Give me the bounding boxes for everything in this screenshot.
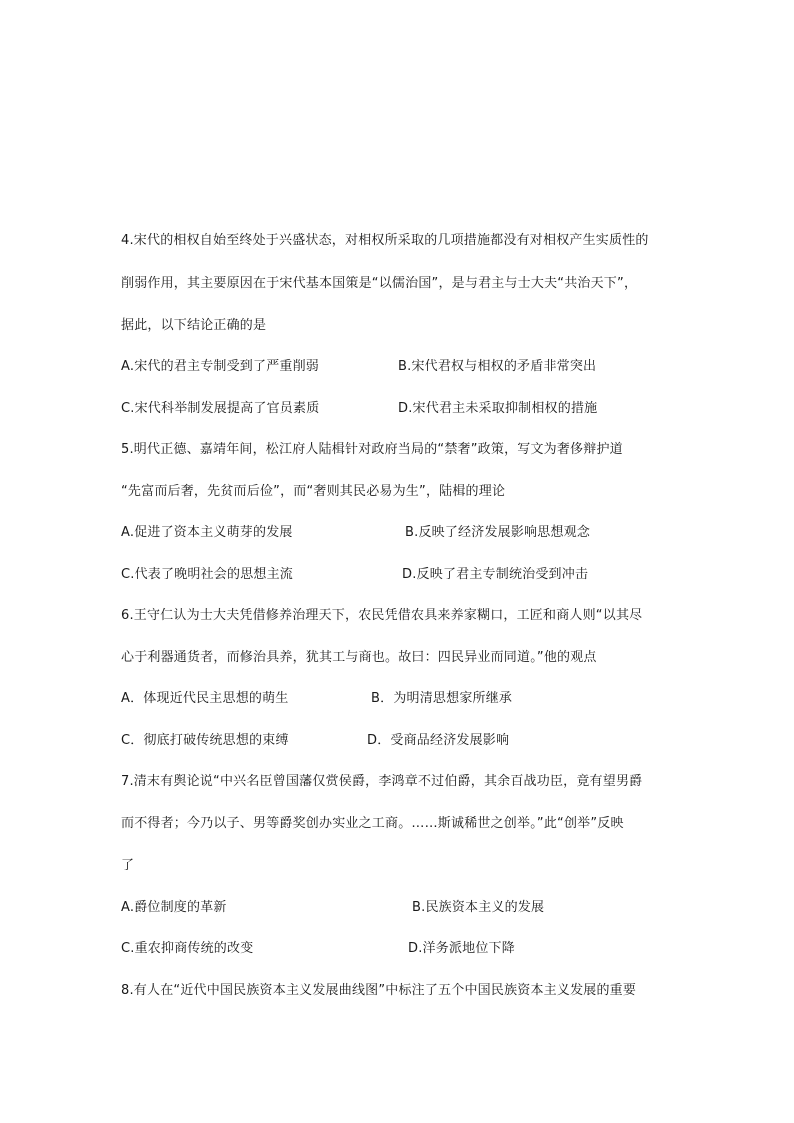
- q4-stem-line-2: 削弱作用，其主要原因在于宋代基本国策是“以儒治国”，是与君主与士大夫“共治天下”，: [121, 276, 638, 291]
- q5-option-b: B.反映了经济发展影响思想观念: [405, 525, 591, 540]
- q6-stem-line-1: 6.王守仁认为士大夫凭借修养治理天下，农民凭借农具来养家糊口，工匠和商人则“以其尽: [121, 608, 643, 623]
- q5-option-d: D.反映了君主专制统治受到冲击: [402, 567, 589, 582]
- q7-option-c: C.重农抑商传统的改变: [121, 941, 254, 956]
- q7-stem-line-3: 了: [121, 858, 135, 873]
- q6-option-b: B．为明清思想家所继承: [371, 691, 513, 706]
- q5-option-a: A.促进了资本主义萌芽的发展: [121, 525, 293, 540]
- q4-option-b: B.宋代君权与相权的矛盾非常突出: [398, 359, 597, 374]
- q4-stem-line-3: 据此，以下结论正确的是: [121, 318, 267, 333]
- q5-option-c: C.代表了晚明社会的思想主流: [121, 567, 294, 582]
- q5-stem-line-2: “先富而后奢，先贫而后俭”，而“奢则其民必易为生”，陆楫的理论: [121, 484, 506, 499]
- q6-option-a: A．体现近代民主思想的萌生: [121, 691, 289, 706]
- q7-option-b: B.民族资本主义的发展: [412, 900, 545, 915]
- q7-option-a: A.爵位制度的革新: [121, 900, 227, 915]
- q6-option-d: D．受商品经济发展影响: [367, 733, 510, 748]
- q5-stem-line-1: 5.明代正德、嘉靖年间，松江府人陆楫针对政府当局的“禁奢”政策，写文为奢侈辩护道: [121, 442, 623, 457]
- q6-stem-line-2: 心于利器通货者，而修治具养，犹其工与商也。故曰：四民异业而同道。”他的观点: [121, 650, 597, 665]
- q4-option-d: D.宋代君主未采取抑制相权的措施: [398, 401, 598, 416]
- q4-option-c: C.宋代科举制发展提高了官员素质: [121, 401, 320, 416]
- q7-option-d: D.洋务派地位下降: [408, 941, 515, 956]
- q8-stem-line-1: 8.有人在“近代中国民族资本主义发展曲线图”中标注了五个中国民族资本主义发展的重要: [121, 983, 637, 998]
- q6-option-c: C．彻底打破传统思想的束缚: [121, 733, 289, 748]
- q7-stem-line-2: 而不得者；今乃以子、男等爵奖创办实业之工商。……斯诚稀世之创举。”此“创举”反映: [121, 816, 624, 831]
- q4-option-a: A.宋代的君主专制受到了严重削弱: [121, 359, 319, 374]
- q4-stem-line-1: 4.宋代的相权自始至终处于兴盛状态，对相权所采取的几项措施都没有对相权产生实质性的: [121, 233, 649, 248]
- q7-stem-line-1: 7.清末有舆论说“中兴名臣曾国藩仅赏侯爵，李鸿章不过伯爵，其余百战功臣，竟有望男爵: [121, 774, 643, 789]
